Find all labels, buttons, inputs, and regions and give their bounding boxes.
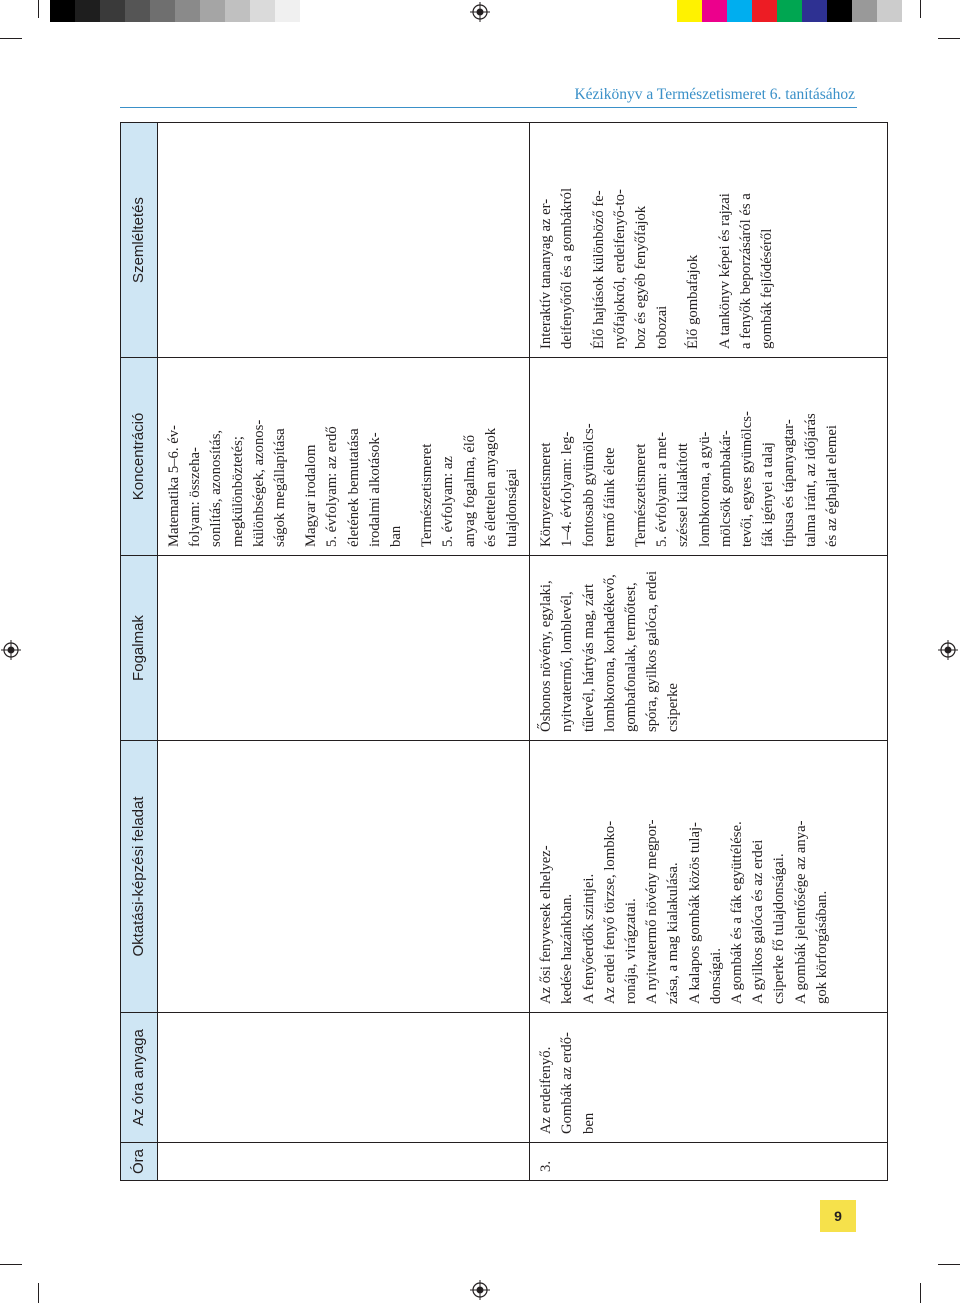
crop-mark [938,1264,960,1265]
registration-mark-icon [470,2,490,22]
table-header-row [121,123,158,1181]
column-header-feladat: Oktatási-képzési feladat [121,741,158,1013]
cell-ora-empty [158,1143,530,1181]
cell-szemleltetes: Interaktív tananyag az er- deifenyőről és a gombákról Élő hajtások különböző fe- nyőfajokról, erdeifenyő-to- boz és egyéb fenyőfajok tobozai Élő gombafajok A tankönyv képei és rajzai a fenyők beporzásáról és a gombák fejlődéséről [530,123,888,358]
column-header-ora: Óra [121,1143,158,1181]
registration-mark-icon [470,1280,490,1300]
column-header-koncentracio: Koncentráció [121,358,158,556]
registration-mark-icon [1,640,21,660]
cell-szemleltetes-empty [158,123,530,358]
header-rule [120,107,857,108]
crop-mark [0,1264,22,1265]
crop-mark [920,1283,921,1303]
cell-feladat-empty [158,741,530,1013]
cell-anyag: Az erdeifenyő. Gombák az erdő- ben [530,1013,888,1143]
color-calibration-bar [677,0,902,22]
cell-feladat: Az ősi fenyvesek elhelyez- kedése hazánkban. A fenyőerdők szintjei. Az erdei fenyő törzse, lombko- ronája, virágzatai. A nyitvatermő növény megpor- zása, a mag kialakulása. A kalapos gombák közös tulaj- donságai. A gombák és a fák együttélése. A gyilkos galóca és az erdei csiperke fő tulajdonságai. A gombák jelentősége az anya- gok körforgásában. [530,741,888,1013]
table-row-lesson-3 [530,123,888,1181]
table-row-continued [158,123,530,1181]
cell-fogalmak: Őshonos növény, egylaki, nyitvatermő, lomblevél, tűlevél, hártyás mag, zárt lombkorona, korhadékevő, gombafonalak, termőtest, spóra, gyilkos galóca, erdei csiperke [530,556,888,741]
column-header-szemleltetes: Szemléltetés [121,123,158,358]
grayscale-calibration-bar [50,0,300,22]
crop-mark [38,1283,39,1303]
crop-mark [920,0,921,18]
crop-mark [0,38,22,39]
cell-koncentracio-prev: Matematika 5–6. év- folyam: összeha- sonlítás, azonosítás, megkülönböztetés; különbségek, azonos- ságok megállapítása Magyar irodalom 5. évfolyam: az erdő életének bemutatása irodalmi alkotások- ban Természetismeret 5. évfolyam: az anyag fogalma, élő és élettelen anyagok tulajdonságai [158,358,530,556]
registration-mark-icon [938,640,958,660]
cell-koncentracio: Környezetismeret 1–4. évfolyam: leg- fontosabb gyümölcs- termő fáink élete Természetismeret 5. évfolyam: a met- széssel kialakított lombkorona, a gyü- mölcsök gombakár- tevői, egyes gyümölcs- fák igényei a talaj típusa és tápanyagtar- talma iránt, az időjárás és az éghajlat elemei [530,358,888,556]
crop-mark [938,38,960,39]
cell-anyag-empty [158,1013,530,1143]
lesson-plan-table [120,123,857,1181]
page-number: 9 [820,1200,856,1232]
cell-ora: 3. [530,1143,888,1181]
running-header: Kézikönyv a Természetismeret 6. tanításához [574,86,855,103]
column-header-fogalmak: Fogalmak [121,556,158,741]
cell-fogalmak-empty [158,556,530,741]
crop-mark [38,0,39,18]
column-header-anyag: Az óra anyaga [121,1013,158,1143]
